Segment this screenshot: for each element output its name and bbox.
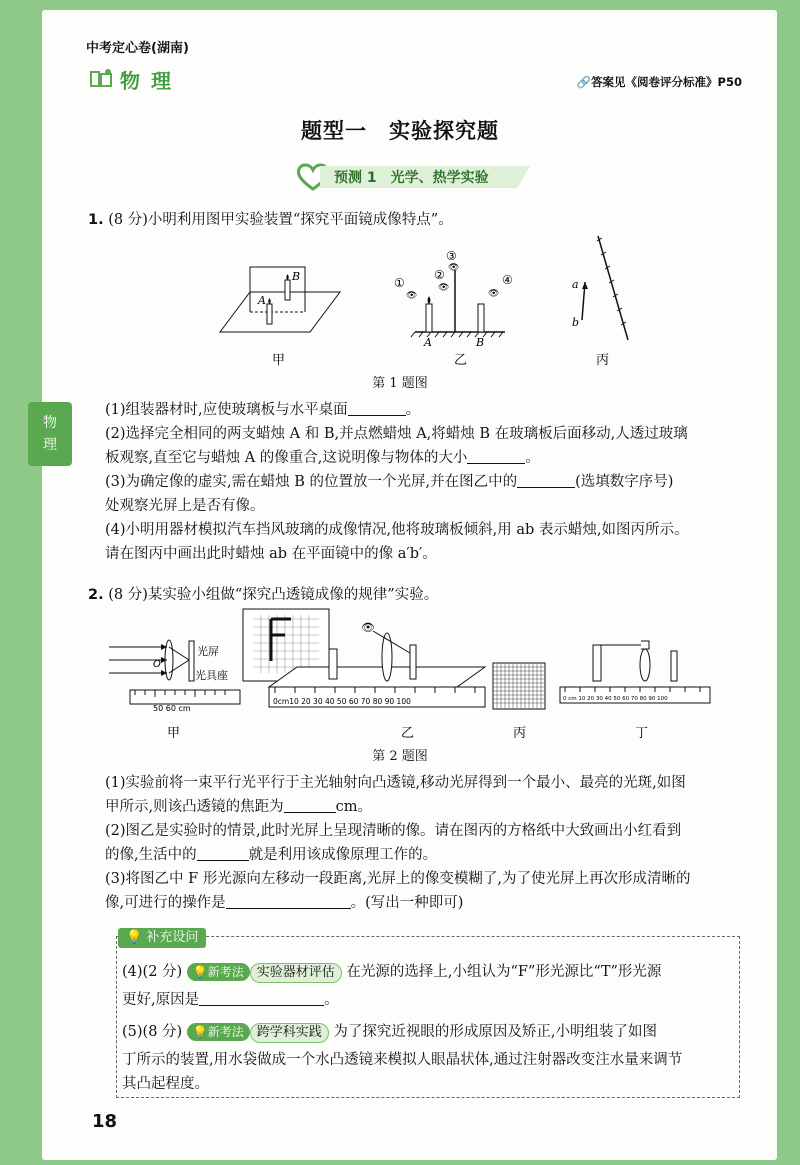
q1-part-2b bbox=[105, 446, 765, 470]
eye-3-icon: 👁 bbox=[448, 263, 460, 273]
eye-1-icon: 👁 bbox=[406, 291, 418, 301]
q1-figure bbox=[210, 232, 630, 372]
q5-tag-new bbox=[187, 1023, 250, 1041]
q5-text: 为了探究近视眼的形成原因及矫正,小明组装了如图 bbox=[333, 1024, 658, 1040]
q1-caption: 第 1 题图 bbox=[372, 376, 428, 391]
q5-line-3: 其凸起程度。 bbox=[122, 1076, 209, 1092]
answer-reference-text: 答案见《阅卷评分标准》P50 bbox=[591, 75, 742, 89]
fig2-label-yi: 乙 bbox=[401, 726, 415, 741]
q2-part-1-text: 甲所示,则该凸透镜的焦距为 bbox=[105, 799, 284, 815]
q4-tag-new-text: 新考法 bbox=[207, 965, 244, 979]
figure-jia bbox=[220, 267, 340, 332]
q2-part-3a: (3)将图乙中 F 形光源向左移动一段距离,光屏上的像变模糊了,为了使光屏上再次形成清晰的 bbox=[105, 871, 691, 887]
eye-2-icon: 👁 bbox=[438, 283, 450, 293]
q2-figure bbox=[105, 605, 725, 745]
q1-stem bbox=[88, 208, 453, 232]
label-jia: 甲 bbox=[272, 353, 286, 368]
holder-label: 光具座 bbox=[195, 669, 228, 682]
q1-part-3-text: (3)为确定像的虚实,需在蜡烛 B 的位置放一个光屏,并在图乙中的 bbox=[105, 474, 518, 490]
mark-2: ② bbox=[434, 268, 445, 282]
mark-3: ③ bbox=[446, 249, 457, 263]
q2-stem bbox=[88, 583, 438, 607]
q1-part-2-end: 。 bbox=[525, 450, 540, 466]
q5-tag-new-text: 新考法 bbox=[207, 1025, 244, 1039]
side-tab-char-2: 理 bbox=[43, 437, 57, 453]
figure-bing bbox=[572, 236, 628, 340]
bulb-icon: 💡 bbox=[126, 930, 143, 945]
q4-line-2 bbox=[122, 988, 734, 1012]
mark-1: ① bbox=[394, 276, 405, 290]
q4-text-2: 更好,原因是 bbox=[122, 992, 200, 1008]
scale-d-text: 0 cm 10 20 30 40 50 60 70 80 90 100 bbox=[563, 696, 668, 702]
series-title: 中考定心卷(湖南) bbox=[86, 41, 189, 56]
q1-stem-text: (8 分)小明利用图甲实验装置“探究平面镜成像特点”。 bbox=[108, 212, 453, 228]
q4-tag-topic: 实验器材评估 bbox=[250, 963, 342, 983]
q1-part-3-note: (选填数字序号) bbox=[575, 474, 674, 490]
q1-parts bbox=[105, 398, 765, 566]
q1-number: 1. bbox=[88, 212, 104, 228]
supplement-label-text: 补充设问 bbox=[146, 930, 199, 945]
q2-answer-blank-2[interactable] bbox=[197, 846, 249, 861]
q4-prefix: (4)(2 分) bbox=[122, 964, 183, 980]
figure-yi bbox=[394, 249, 513, 349]
supplement-label bbox=[118, 928, 206, 948]
q4-text: 在光源的选择上,小组认为“F”形光源比“T”形光源 bbox=[346, 964, 662, 980]
q4-line-1 bbox=[122, 960, 734, 984]
subject-header bbox=[88, 64, 173, 94]
q1-answer-blank-1[interactable] bbox=[348, 401, 406, 416]
q2-part-3-text: 像,可进行的操作是 bbox=[105, 895, 226, 911]
q1-part-3b: 处观察光屏上是否有像。 bbox=[105, 498, 265, 514]
q1-part-2a: (2)选择完全相同的两支蜡烛 A 和 B,并点燃蜡烛 A,将蜡烛 B 在玻璃板后面移动,人透过玻璃 bbox=[105, 426, 688, 442]
book-icon bbox=[88, 68, 114, 90]
q2-number: 2. bbox=[88, 587, 104, 603]
fig2-label-ding: 丁 bbox=[635, 726, 649, 741]
center-o-label: O bbox=[153, 659, 161, 670]
q5-line-2: 丁所示的装置,用水袋做成一个水凸透镜来模拟人眼晶状体,通过注射器改变注水量来调节 bbox=[122, 1052, 683, 1068]
fig2-label-jia: 甲 bbox=[167, 726, 181, 741]
q5-line-1 bbox=[122, 1020, 734, 1044]
label-yi: 乙 bbox=[454, 353, 468, 368]
eye-4-icon: 👁 bbox=[488, 289, 500, 299]
subject-title: 物 理 bbox=[120, 68, 173, 93]
section-title: 题型一 实验探究题 bbox=[301, 119, 499, 143]
q2-part-1b bbox=[105, 795, 765, 819]
link-icon: 🔗 bbox=[576, 75, 592, 89]
side-tab bbox=[28, 402, 72, 466]
mark-4: ④ bbox=[502, 273, 513, 287]
figure2-ding bbox=[560, 641, 710, 703]
answer-reference bbox=[577, 74, 742, 90]
q1-part-3a bbox=[105, 470, 765, 494]
observer-eye-icon: 👁 bbox=[361, 621, 375, 634]
q2-part-3b bbox=[105, 891, 765, 915]
q2-caption: 第 2 题图 bbox=[372, 749, 428, 764]
q2-parts bbox=[105, 771, 765, 915]
candle-a-label: A bbox=[258, 294, 266, 307]
scale-b-text: 0cm10 20 30 40 50 60 70 80 90 100 bbox=[273, 697, 411, 706]
q2-part-2-end: 就是利用该成像原理工作的。 bbox=[248, 847, 438, 863]
q1-answer-blank-2[interactable] bbox=[467, 449, 525, 464]
q4-answer-blank[interactable] bbox=[199, 991, 324, 1006]
screen-label: 光屏 bbox=[197, 645, 219, 658]
prediction-banner-text: 预测 1 光学、热学实验 bbox=[334, 170, 489, 186]
q1-answer-blank-3[interactable] bbox=[517, 473, 575, 488]
fig2-label-bing: 丙 bbox=[513, 726, 527, 741]
label-bing: 丙 bbox=[596, 353, 610, 368]
q5-prefix: (5)(8 分) bbox=[122, 1024, 183, 1040]
figure2-bing bbox=[493, 663, 545, 709]
point-a-label: a bbox=[572, 278, 579, 291]
q2-part-1-unit: cm。 bbox=[335, 799, 372, 815]
side-tab-char-1: 物 bbox=[43, 415, 57, 431]
pos-b-label: B bbox=[476, 336, 485, 349]
q1-part-4a: (4)小明用器材模拟汽车挡风玻璃的成像情况,他将玻璃板倾斜,用 ab 表示蜡烛,如图丙所示。 bbox=[105, 522, 689, 538]
q1-part-1 bbox=[105, 398, 765, 422]
supplement-parts bbox=[122, 960, 734, 1096]
pos-a-label: A bbox=[424, 336, 432, 349]
q4-text-end: 。 bbox=[324, 992, 339, 1008]
q1-part-1-end: 。 bbox=[405, 402, 421, 418]
page-number: 18 bbox=[92, 1111, 118, 1132]
prediction-banner bbox=[296, 163, 530, 191]
q2-part-3-end: 。(写出一种即可) bbox=[350, 895, 464, 911]
point-b-label: b bbox=[572, 316, 580, 329]
q5-tag-topic: 跨学科实践 bbox=[250, 1023, 329, 1043]
q5-tag-icon: 💡 bbox=[192, 1025, 208, 1039]
scale-a-text: 50 60 cm bbox=[153, 704, 191, 713]
q2-answer-blank-3[interactable] bbox=[226, 894, 351, 909]
q2-part-2a: (2)图乙是实验时的情景,此时光屏上呈现清晰的像。请在图丙的方格纸中大致画出小红看到 bbox=[105, 823, 682, 839]
q4-tag-icon: 💡 bbox=[192, 965, 208, 979]
q2-part-2-text: 的像,生活中的 bbox=[105, 847, 197, 863]
q4-tag-new bbox=[187, 963, 250, 981]
figure2-yi bbox=[243, 609, 485, 707]
figure2-jia bbox=[109, 640, 240, 713]
q2-part-2b bbox=[105, 843, 765, 867]
q1-part-2-text: 板观察,直至它与蜡烛 A 的像重合,这说明像与物体的大小 bbox=[105, 450, 468, 466]
q2-part-1a: (1)实验前将一束平行光平行于主光轴射向凸透镜,移动光屏得到一个最小、最亮的光斑,如图 bbox=[105, 775, 686, 791]
q1-part-1-text: (1)组装器材时,应使玻璃板与水平桌面 bbox=[105, 402, 348, 418]
candle-b-label: B bbox=[292, 270, 301, 283]
q2-answer-blank-1[interactable] bbox=[284, 798, 336, 813]
q1-part-4b: 请在图丙中画出此时蜡烛 ab 在平面镜中的像 a′b′。 bbox=[105, 546, 437, 562]
q2-stem-text: (8 分)某实验小组做“探究凸透镜成像的规律”实验。 bbox=[108, 587, 439, 603]
